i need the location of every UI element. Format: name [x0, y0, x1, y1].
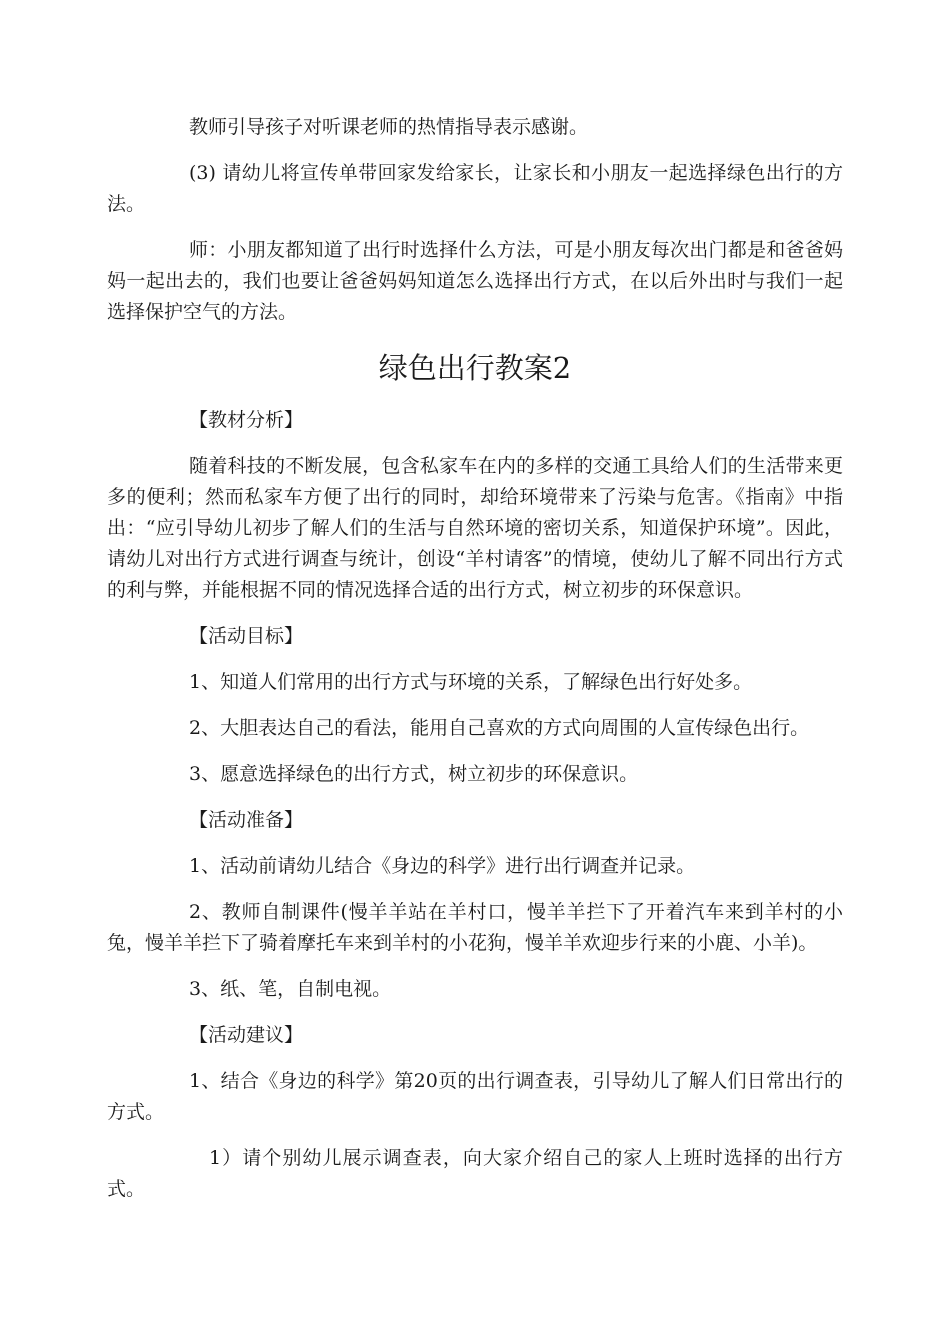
suggest-item-2: 1）请个别幼儿展示调查表，向大家介绍自己的家人上班时选择的出行方式。: [107, 1147, 843, 1200]
prep-item-2: 2、教师自制课件(慢羊羊站在羊村口，慢羊羊拦下了开着汽车来到羊村的小兔，慢羊羊拦下了骑着摩托车来到羊村的小花狗，慢羊羊欢迎步行来的小鹿、小羊)。: [107, 901, 843, 954]
intro-paragraph-3: 师：小朋友都知道了出行时选择什么方法，可是小朋友每次出门都是和爸爸妈妈一起出去的，我们也要让爸爸妈妈知道怎么选择出行方式，在以后外出时与我们一起选择保护空气的方法。: [107, 239, 843, 323]
goals-heading: 【活动目标】: [189, 625, 304, 647]
goal-item-3: 3、愿意选择绿色的出行方式，树立初步的环保意识。: [189, 763, 639, 785]
section-title: 绿色出行教案2: [378, 351, 572, 385]
prep-heading: 【活动准备】: [189, 809, 304, 831]
intro-paragraph-2: (3) 请幼儿将宣传单带回家发给家长，让家长和小朋友一起选择绿色出行的方法。: [107, 162, 843, 215]
material-heading: 【教材分析】: [189, 409, 304, 431]
goal-item-2: 2、大胆表达自己的看法，能用自己喜欢的方式向周围的人宣传绿色出行。: [189, 717, 810, 739]
suggest-heading: 【活动建议】: [189, 1024, 304, 1046]
intro-paragraph-1: 教师引导孩子对听课老师的热情指导表示感谢。: [189, 116, 589, 138]
material-paragraph: 随着科技的不断发展，包含私家车在内的多样的交通工具给人们的生活带来更多的便利；然而私家车方便了出行的同时，却给环境带来了污染与危害。《指南》中指出：“应引导幼儿初步了解人们的生活与自然环境的密切关系，知道保护环境”。因此，请幼儿对出行方式进行调查与统计，创设“羊村请客”的情境，使幼儿了解不同出行方式的利与弊，并能根据不同的情况选择合适的出行方式，树立初步的环保意识。: [107, 455, 843, 601]
prep-item-1: 1、活动前请幼儿结合《身边的科学》进行出行调查并记录。: [189, 855, 696, 877]
suggest-item-1: 1、结合《身边的科学》第20页的出行调查表，引导幼儿了解人们日常出行的方式。: [107, 1070, 843, 1123]
document-page: [107, 112, 843, 1205]
goal-item-1: 1、知道人们常用的出行方式与环境的关系，了解绿色出行好处多。: [189, 671, 753, 693]
prep-item-3: 3、纸、笔，自制电视。: [189, 978, 392, 1000]
